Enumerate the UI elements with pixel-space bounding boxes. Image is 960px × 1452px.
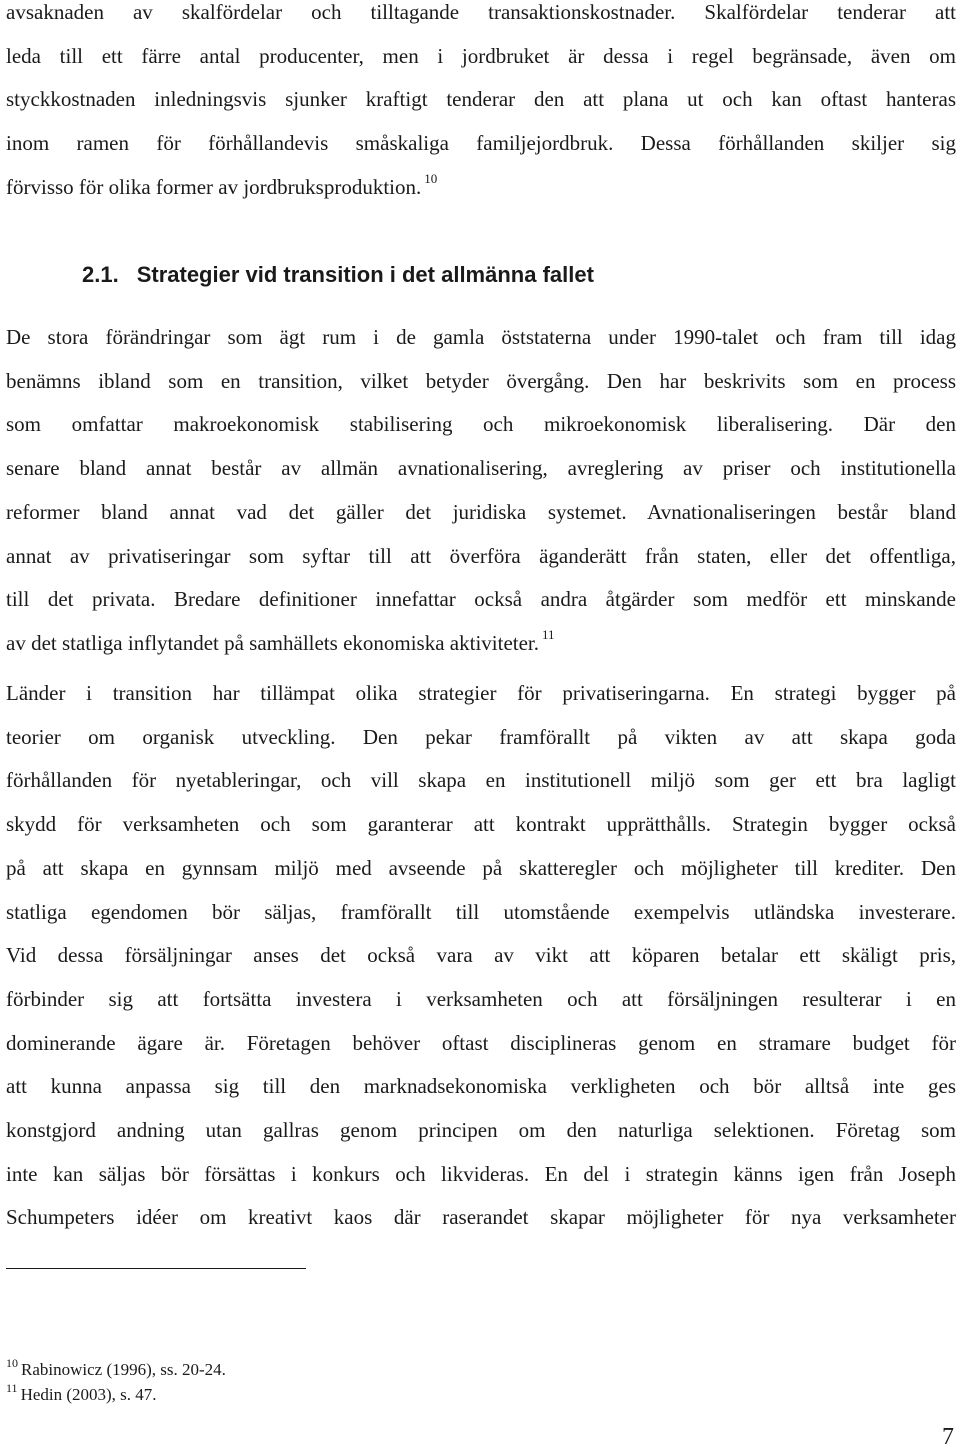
text-line: konstgjord andning utan gallras genom principen om den naturliga selektionen. Företag som	[6, 1118, 956, 1143]
footnote-number: 11	[6, 1381, 18, 1395]
text-line: leda till ett färre antal producenter, men i jordbruket är dessa i regel begränsade, även om	[6, 43, 956, 68]
page-number: 7	[942, 1424, 954, 1450]
section-title: Strategier vid transition i det allmänna fallet	[136, 262, 594, 287]
text-line: annat av privatiseringar som syftar till att överföra äganderätt från staten, eller det offentliga,	[6, 543, 956, 568]
text-line: De stora förändringar som ägt rum i de gamla öststaterna under 1990-talet och fram till idag	[6, 325, 956, 349]
text-line: till det privata. Bredare definitioner innefattar också andra åtgärder som medför ett minskande	[6, 587, 956, 612]
text-line: att kunna anpassa sig till den marknadsekonomiska verkligheten och bör alltså inte ges	[6, 1074, 956, 1099]
text-line: styckkostnaden inledningsvis sjunker kraftigt tenderar den att plana ut och kan oftast hanteras	[6, 87, 956, 112]
text-line: senare bland annat består av allmän avnationalisering, avreglering av priser och institutionella	[6, 456, 956, 481]
text-line: avsaknaden av skalfördelar och tilltagande transaktionskostnader. Skalfördelar tenderar att	[6, 0, 956, 24]
section-number: 2.1.	[82, 262, 119, 287]
footnote-text: Rabinowicz (1996), ss. 20-24.	[21, 1360, 226, 1379]
text-line-content: av det statliga inflytandet på samhällets ekonomiska aktiviteter.	[6, 630, 540, 655]
text-line: på att skapa en gynnsam miljö med avseende på skatteregler och möjligheter till krediter. Den	[6, 855, 956, 880]
text-line: skydd för verksamheten och som garanterar att kontrakt upprätthålls. Strategin bygger också	[6, 812, 956, 837]
text-line: Vid dessa försäljningar anses det också vara av vikt att köparen betalar ett skäligt pris,	[6, 943, 956, 968]
text-line-last	[6, 622, 956, 668]
paragraph-2	[6, 316, 956, 668]
section-heading	[82, 262, 594, 288]
text-line: reformer bland annat vad det gäller det juridiska systemet. Avnationaliseringen består bland	[6, 499, 956, 524]
footnote-number: 10	[6, 1356, 18, 1370]
text-line: inte kan säljas bör försättas i konkurs och likvideras. En del i strategin känns igen från Joseph	[6, 1161, 956, 1186]
footnote-10	[6, 1358, 226, 1383]
text-line-last	[6, 166, 956, 212]
text-line: förhållanden för nyetableringar, och vill skapa en institutionell miljö som ger ett bra lagligt	[6, 768, 956, 793]
paragraph-1	[6, 0, 956, 212]
text-line: dominerande ägare är. Företagen behöver oftast disciplineras genom en stramare budget för	[6, 1030, 956, 1055]
text-line: som omfattar makroekonomisk stabilisering och mikroekonomisk liberalisering. Där den	[6, 412, 956, 437]
text-line-content: förvisso för olika former av jordbruksproduktion.	[6, 174, 422, 199]
text-line: förbinder sig att fortsätta investera i verksamheten och att försäljningen resulterar i en	[6, 986, 956, 1011]
footnote-separator	[6, 1268, 306, 1269]
footnotes	[6, 1358, 226, 1408]
text-line: inom ramen för förhållandevis småskaliga familjejordbruk. Dessa förhållanden skiljer sig	[6, 131, 956, 156]
text-line: Länder i transition har tillämpat olika strategier för privatiseringarna. En strategi bygger på	[6, 681, 956, 705]
text-line: Schumpeters idéer om kreativt kaos där raserandet skapar möjligheter för nya verksamheter	[6, 1205, 956, 1230]
text-line: teorier om organisk utveckling. Den pekar framförallt på vikten av att skapa goda	[6, 724, 956, 749]
footnote-text: Hedin (2003), s. 47.	[20, 1385, 157, 1404]
text-line: benämns ibland som en transition, vilket betyder övergång. Den har beskrivits som en process	[6, 368, 956, 393]
footnote-reference[interactable]: 11	[542, 626, 555, 642]
footnote-reference[interactable]: 10	[424, 170, 438, 186]
text-line: statliga egendomen bör säljas, framförallt till utomstående exempelvis utländska investerare.	[6, 899, 956, 924]
paragraph-3	[6, 672, 956, 1240]
footnote-11	[6, 1383, 226, 1408]
